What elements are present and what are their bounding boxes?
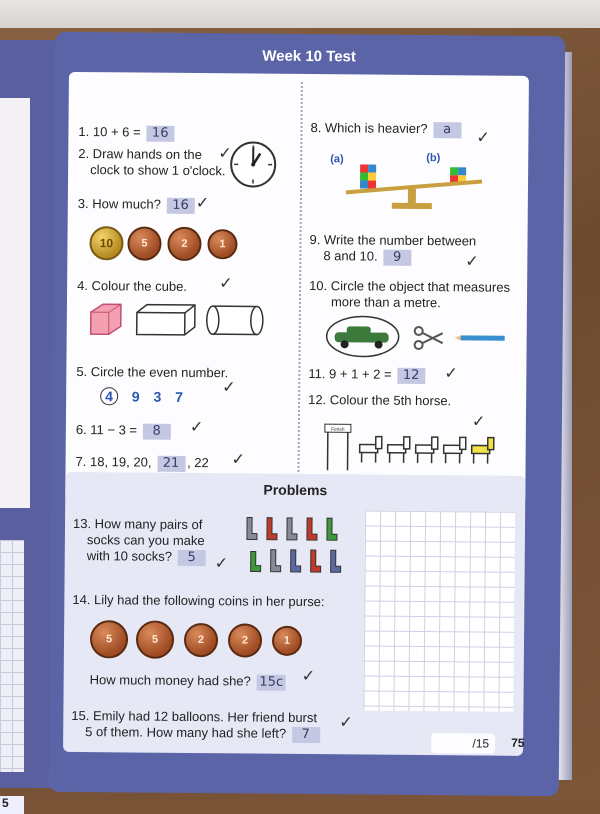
answer-box-9[interactable]: 9 — [383, 250, 411, 266]
answer-box-3[interactable]: 16 — [166, 198, 194, 214]
question-4: 4. Colour the cube. — [77, 278, 187, 295]
question-14: 14. Lily had the following coins in her purse: — [72, 592, 324, 610]
tick-mark-icon: ✓ — [222, 377, 236, 397]
question-15-line2-wrap — [71, 724, 322, 743]
answer-box-15[interactable]: 7 — [292, 727, 320, 743]
question-11-text: 11. 9 + 1 + 2 = — [308, 366, 391, 382]
horse-icon — [416, 437, 438, 463]
number-option[interactable]: 7 — [175, 389, 183, 405]
answer-box-7[interactable]: 21 — [157, 456, 185, 472]
question-13-line2: socks can you make — [73, 532, 208, 549]
answer-box-14[interactable]: 15c — [256, 675, 286, 691]
answer-box-11[interactable]: 12 — [397, 368, 425, 384]
question-10-line1: 10. Circle the object that measures — [309, 278, 510, 296]
question-6-text: 6. 11 − 3 = — [76, 422, 137, 438]
question-2 — [78, 146, 226, 179]
tick-mark-icon: ✓ — [232, 449, 246, 469]
question-9-line2: 8 and 10. — [323, 248, 377, 263]
cuboid-icon — [137, 305, 195, 336]
option-a-label: (a) — [330, 153, 344, 165]
number-option-circled[interactable]: 4 — [100, 387, 118, 405]
option-b-label: (b) — [426, 152, 440, 164]
car-icon — [335, 326, 389, 348]
clock-icon[interactable] — [228, 139, 278, 189]
scissors-icon — [415, 327, 443, 349]
question-8 — [310, 120, 463, 138]
left-page-number: 5 — [0, 796, 24, 814]
tick-mark-icon: ✓ — [476, 127, 490, 147]
question-15 — [71, 708, 322, 743]
left-page-grid — [0, 540, 24, 772]
coin-2c-icon: 2 — [228, 623, 262, 657]
tick-mark-icon: ✓ — [218, 143, 232, 163]
answer-box-6[interactable]: 8 — [143, 424, 171, 440]
tick-mark-icon: ✓ — [465, 251, 479, 271]
question-11 — [308, 366, 427, 384]
question-10 — [309, 278, 510, 312]
finish-sign-icon — [325, 424, 351, 470]
coin-1c-icon: 1 — [207, 229, 237, 259]
question-2-line1: 2. Draw hands on the — [78, 146, 226, 163]
question-14-question: How much money had she? — [90, 672, 251, 688]
workbook-page — [49, 32, 566, 796]
socks-icon — [237, 513, 358, 584]
working-grid[interactable] — [363, 511, 515, 712]
tick-mark-icon: ✓ — [196, 193, 210, 213]
coin-2c-icon: 2 — [184, 623, 218, 657]
background-wall — [0, 0, 600, 28]
question-1 — [78, 124, 176, 142]
cube-icon — [91, 304, 121, 334]
shapes-row — [85, 300, 265, 342]
tick-mark-icon: ✓ — [215, 553, 229, 573]
question-2-line2: clock to show 1 o'clock. — [78, 162, 226, 179]
question-1-text: 1. 10 + 6 = — [78, 124, 140, 140]
answer-box-13[interactable]: 5 — [178, 550, 206, 566]
number-option[interactable]: 3 — [153, 389, 161, 405]
question-3 — [78, 196, 197, 214]
tick-mark-icon: ✓ — [219, 273, 233, 293]
question-10-line2: more than a metre. — [309, 294, 510, 312]
balance-scale-icon — [322, 150, 503, 216]
question-13-line1: 13. How many pairs of — [73, 516, 208, 533]
question-14-ask — [90, 672, 289, 691]
question-12: 12. Colour the 5th horse. — [308, 392, 451, 409]
objects-row — [324, 314, 524, 360]
pencil-icon — [455, 335, 505, 340]
total-score-box[interactable]: /15 — [431, 733, 495, 754]
tick-mark-icon: ✓ — [302, 666, 316, 686]
question-13-line3-wrap — [73, 548, 208, 566]
question-15-line2: 5 of them. How many had she left? — [85, 724, 286, 741]
tick-mark-icon: ✓ — [472, 411, 486, 431]
question-13 — [73, 516, 208, 566]
problems-section — [63, 472, 525, 756]
coin-10c-icon: 10 — [89, 226, 123, 260]
question-9-line1: 9. Write the number between — [309, 232, 476, 249]
question-3-text: 3. How much? — [78, 196, 161, 212]
question-15-line1: 15. Emily had 12 balloons. Her friend burst — [71, 708, 322, 726]
question-9 — [309, 232, 476, 266]
question-6 — [76, 422, 173, 440]
question-13-line3: with 10 socks? — [87, 548, 172, 564]
left-page-sheet — [0, 98, 30, 508]
page-number: 75 — [511, 736, 524, 750]
question-9-line2-wrap — [309, 248, 476, 266]
problems-title: Problems — [65, 480, 525, 500]
number-options — [100, 388, 183, 405]
question-7 — [75, 454, 208, 472]
page-title: Week 10 Test — [69, 42, 549, 72]
question-8-text: 8. Which is heavier? — [310, 120, 427, 136]
column-divider — [297, 82, 303, 492]
horse-icon — [360, 436, 382, 462]
coin-1c-icon: 1 — [272, 626, 302, 656]
test-sheet — [65, 72, 529, 504]
answer-box-1[interactable]: 16 — [146, 126, 174, 142]
question-7-text: 7. 18, 19, 20, — [76, 454, 152, 470]
tick-mark-icon: ✓ — [339, 712, 353, 732]
coin-5c-icon: 5 — [127, 226, 161, 260]
answer-box-8[interactable]: a — [433, 122, 461, 138]
cylinder-icon — [207, 306, 263, 334]
horse-coloured-icon — [472, 437, 494, 463]
coin-5c-icon: 5 — [136, 621, 174, 659]
horse-icon — [388, 437, 410, 463]
question-5: 5. Circle the even number. — [76, 364, 228, 381]
horse-icon — [444, 437, 466, 463]
question-7-after: , 22 — [187, 455, 209, 470]
tick-mark-icon: ✓ — [190, 417, 204, 437]
tick-mark-icon: ✓ — [444, 363, 458, 383]
finish-sign-label: Finish — [331, 427, 345, 433]
number-option[interactable]: 9 — [132, 388, 140, 404]
coin-2c-icon: 2 — [167, 227, 201, 261]
coin-5c-icon: 5 — [90, 620, 128, 658]
